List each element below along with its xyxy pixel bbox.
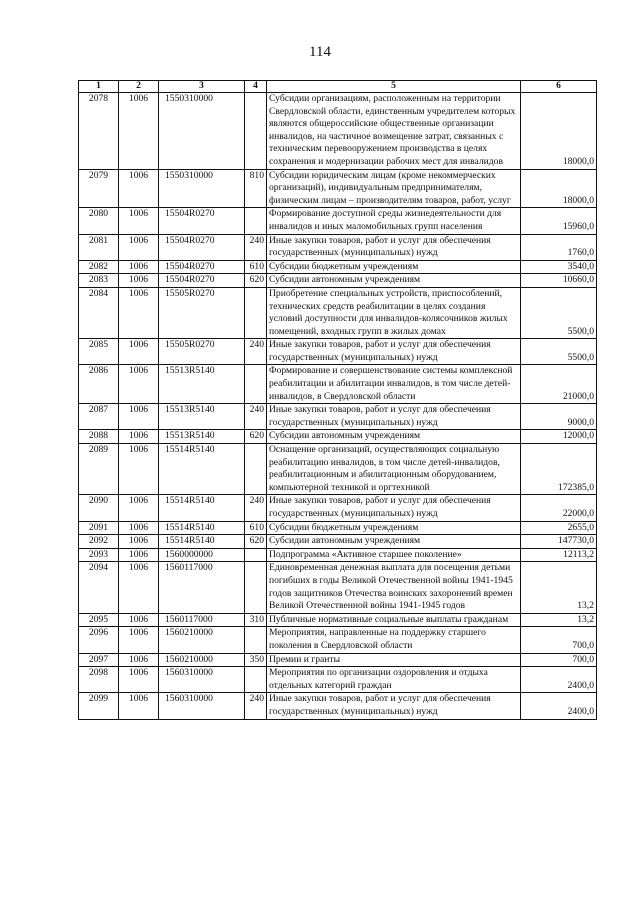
table-row — [79, 274, 597, 288]
section-code: 1006 — [119, 562, 159, 613]
table-row — [79, 430, 597, 444]
amount: 18000,0 — [521, 93, 597, 170]
item-name: Формирование и совершенствование системы комплексной реабилитации и абилитации инвалидов, в том числе детей-инвалидов, в Свердловской области — [267, 365, 521, 404]
expense-type-code — [245, 208, 267, 234]
section-code: 1006 — [119, 627, 159, 653]
target-article-code: 15505R0270 — [159, 339, 245, 365]
section-code: 1006 — [119, 667, 159, 693]
amount: 12000,0 — [521, 430, 597, 444]
section-code: 1006 — [119, 169, 159, 208]
amount: 13,2 — [521, 562, 597, 613]
section-code: 1006 — [119, 365, 159, 404]
row-number: 2081 — [79, 234, 119, 260]
section-code: 1006 — [119, 260, 159, 274]
expense-type-code: 610 — [245, 260, 267, 274]
column-header: 4 — [245, 81, 267, 93]
column-header: 5 — [267, 81, 521, 93]
table-row — [79, 613, 597, 627]
row-number: 2084 — [79, 287, 119, 338]
column-header: 3 — [159, 81, 245, 93]
row-number: 2099 — [79, 693, 119, 719]
section-code: 1006 — [119, 208, 159, 234]
target-article-code: 1550310000 — [159, 169, 245, 208]
section-code: 1006 — [119, 548, 159, 562]
row-number: 2078 — [79, 93, 119, 170]
target-article-code: 1560210000 — [159, 627, 245, 653]
item-name: Субсидии юридическим лицам (кроме некоммерческих организаций), индивидуальным предпринимателям, физическим лицам – производителям товаров, работ, услуг — [267, 169, 521, 208]
table-row — [79, 234, 597, 260]
target-article-code: 15514R5140 — [159, 444, 245, 495]
expense-type-code: 240 — [245, 339, 267, 365]
row-number: 2086 — [79, 365, 119, 404]
table-row — [79, 562, 597, 613]
amount: 2400,0 — [521, 693, 597, 719]
target-article-code: 15513R5140 — [159, 404, 245, 430]
table-row — [79, 260, 597, 274]
row-number: 2091 — [79, 521, 119, 535]
target-article-code: 1550310000 — [159, 93, 245, 170]
amount: 700,0 — [521, 627, 597, 653]
row-number: 2097 — [79, 653, 119, 667]
row-number: 2090 — [79, 495, 119, 521]
item-name: Мероприятия, направленные на поддержку старшего поколения в Свердловской области — [267, 627, 521, 653]
item-name: Субсидии организациям, расположенным на территории Свердловской области, единственным учредителем которых являются общероссийские общественные организации инвалидов, на частичное возмещение затрат, связанных с техническим перевооружением производства в целях сохранения и модернизации рабочих мест для инвалидов — [267, 93, 521, 170]
row-number: 2094 — [79, 562, 119, 613]
amount: 700,0 — [521, 653, 597, 667]
amount: 3540,0 — [521, 260, 597, 274]
expense-type-code — [245, 548, 267, 562]
row-number: 2087 — [79, 404, 119, 430]
section-code: 1006 — [119, 274, 159, 288]
row-number: 2085 — [79, 339, 119, 365]
page-number: 114 — [309, 44, 331, 60]
section-code: 1006 — [119, 93, 159, 170]
amount: 2400,0 — [521, 667, 597, 693]
expense-type-code: 810 — [245, 169, 267, 208]
item-name: Подпрограмма «Активное старшее поколение» — [267, 548, 521, 562]
item-name: Субсидии автономным учреждениям — [267, 535, 521, 549]
amount: 12113,2 — [521, 548, 597, 562]
target-article-code: 1560117000 — [159, 562, 245, 613]
table-row — [79, 208, 597, 234]
expense-type-code — [245, 287, 267, 338]
column-header: 2 — [119, 81, 159, 93]
amount: 5500,0 — [521, 287, 597, 338]
target-article-code: 15505R0270 — [159, 287, 245, 338]
item-name: Единовременная денежная выплата для посещения детьми погибших в годы Великой Отечественной войны 1941-1945 годов защитников Отечества воинских захоронений времен Великой Отечественной войны 1941-1945 годов — [267, 562, 521, 613]
section-code: 1006 — [119, 613, 159, 627]
amount: 15960,0 — [521, 208, 597, 234]
target-article-code: 15514R5140 — [159, 521, 245, 535]
expense-type-code: 610 — [245, 521, 267, 535]
table-row — [79, 444, 597, 495]
table-row — [79, 667, 597, 693]
amount: 2655,0 — [521, 521, 597, 535]
budget-table — [78, 80, 597, 720]
row-number: 2089 — [79, 444, 119, 495]
target-article-code: 15514R5140 — [159, 495, 245, 521]
target-article-code: 15504R0270 — [159, 260, 245, 274]
column-header: 6 — [521, 81, 597, 93]
column-header: 1 — [79, 81, 119, 93]
expense-type-code — [245, 667, 267, 693]
table-row — [79, 365, 597, 404]
section-code: 1006 — [119, 287, 159, 338]
section-code: 1006 — [119, 521, 159, 535]
item-name: Иные закупки товаров, работ и услуг для обеспечения государственных (муниципальных) нужд — [267, 339, 521, 365]
expense-type-code — [245, 562, 267, 613]
item-name: Приобретение специальных устройств, приспособлений, технических средств реабилитации в целях создания условий доступности для инвалидов-колясочников жилых помещений, входных групп в жилых домах — [267, 287, 521, 338]
item-name: Иные закупки товаров, работ и услуг для обеспечения государственных (муниципальных) нужд — [267, 495, 521, 521]
amount: 1760,0 — [521, 234, 597, 260]
expense-type-code — [245, 93, 267, 170]
expense-type-code: 620 — [245, 535, 267, 549]
item-name: Оснащение организаций, осуществляющих социальную реабилитацию инвалидов, в том числе детей-инвалидов, реабилитационным и абилитационным оборудованием, компьютерной техникой и оргтехникой — [267, 444, 521, 495]
target-article-code: 15504R0270 — [159, 234, 245, 260]
target-article-code: 15513R5140 — [159, 365, 245, 404]
expense-type-code: 240 — [245, 404, 267, 430]
target-article-code: 15504R0270 — [159, 208, 245, 234]
row-number: 2083 — [79, 274, 119, 288]
item-name: Мероприятия по организации оздоровления и отдыха отдельных категорий граждан — [267, 667, 521, 693]
expense-type-code — [245, 444, 267, 495]
table-row — [79, 548, 597, 562]
target-article-code: 15504R0270 — [159, 274, 245, 288]
table-row — [79, 339, 597, 365]
expense-type-code: 620 — [245, 430, 267, 444]
amount: 13,2 — [521, 613, 597, 627]
target-article-code: 1560117000 — [159, 613, 245, 627]
item-name: Субсидии бюджетным учреждениям — [267, 260, 521, 274]
expense-type-code: 350 — [245, 653, 267, 667]
expense-type-code: 310 — [245, 613, 267, 627]
amount: 18000,0 — [521, 169, 597, 208]
table-row — [79, 627, 597, 653]
expense-type-code — [245, 627, 267, 653]
expense-type-code: 620 — [245, 274, 267, 288]
table-row — [79, 495, 597, 521]
section-code: 1006 — [119, 444, 159, 495]
item-name: Формирование доступной среды жизнедеятельности для инвалидов и иных маломобильных групп населения — [267, 208, 521, 234]
amount: 147730,0 — [521, 535, 597, 549]
section-code: 1006 — [119, 693, 159, 719]
item-name: Субсидии бюджетным учреждениям — [267, 521, 521, 535]
row-number: 2096 — [79, 627, 119, 653]
row-number: 2092 — [79, 535, 119, 549]
table-row — [79, 169, 597, 208]
table-row — [79, 287, 597, 338]
amount: 21000,0 — [521, 365, 597, 404]
table-row — [79, 93, 597, 170]
target-article-code: 15513R5140 — [159, 430, 245, 444]
expense-type-code — [245, 365, 267, 404]
item-name: Субсидии автономным учреждениям — [267, 274, 521, 288]
table-row — [79, 653, 597, 667]
section-code: 1006 — [119, 430, 159, 444]
target-article-code: 15514R5140 — [159, 535, 245, 549]
section-code: 1006 — [119, 495, 159, 521]
expense-type-code: 240 — [245, 495, 267, 521]
section-code: 1006 — [119, 535, 159, 549]
section-code: 1006 — [119, 339, 159, 365]
expense-type-code: 240 — [245, 693, 267, 719]
row-number: 2080 — [79, 208, 119, 234]
item-name: Иные закупки товаров, работ и услуг для обеспечения государственных (муниципальных) нужд — [267, 234, 521, 260]
amount: 22000,0 — [521, 495, 597, 521]
header-row — [79, 81, 597, 93]
item-name: Премии и гранты — [267, 653, 521, 667]
table-row — [79, 521, 597, 535]
target-article-code: 1560000000 — [159, 548, 245, 562]
row-number: 2093 — [79, 548, 119, 562]
expense-type-code: 240 — [245, 234, 267, 260]
target-article-code: 1560310000 — [159, 667, 245, 693]
amount: 172385,0 — [521, 444, 597, 495]
target-article-code: 1560310000 — [159, 693, 245, 719]
table-row — [79, 404, 597, 430]
row-number: 2095 — [79, 613, 119, 627]
row-number: 2098 — [79, 667, 119, 693]
item-name: Иные закупки товаров, работ и услуг для обеспечения государственных (муниципальных) нужд — [267, 693, 521, 719]
amount: 10660,0 — [521, 274, 597, 288]
section-code: 1006 — [119, 234, 159, 260]
section-code: 1006 — [119, 653, 159, 667]
item-name: Иные закупки товаров, работ и услуг для обеспечения государственных (муниципальных) нужд — [267, 404, 521, 430]
item-name: Публичные нормативные социальные выплаты гражданам — [267, 613, 521, 627]
target-article-code: 1560210000 — [159, 653, 245, 667]
table-row — [79, 693, 597, 719]
item-name: Субсидии автономным учреждениям — [267, 430, 521, 444]
row-number: 2088 — [79, 430, 119, 444]
section-code: 1006 — [119, 404, 159, 430]
row-number: 2082 — [79, 260, 119, 274]
amount: 9000,0 — [521, 404, 597, 430]
table-row — [79, 535, 597, 549]
amount: 5500,0 — [521, 339, 597, 365]
row-number: 2079 — [79, 169, 119, 208]
